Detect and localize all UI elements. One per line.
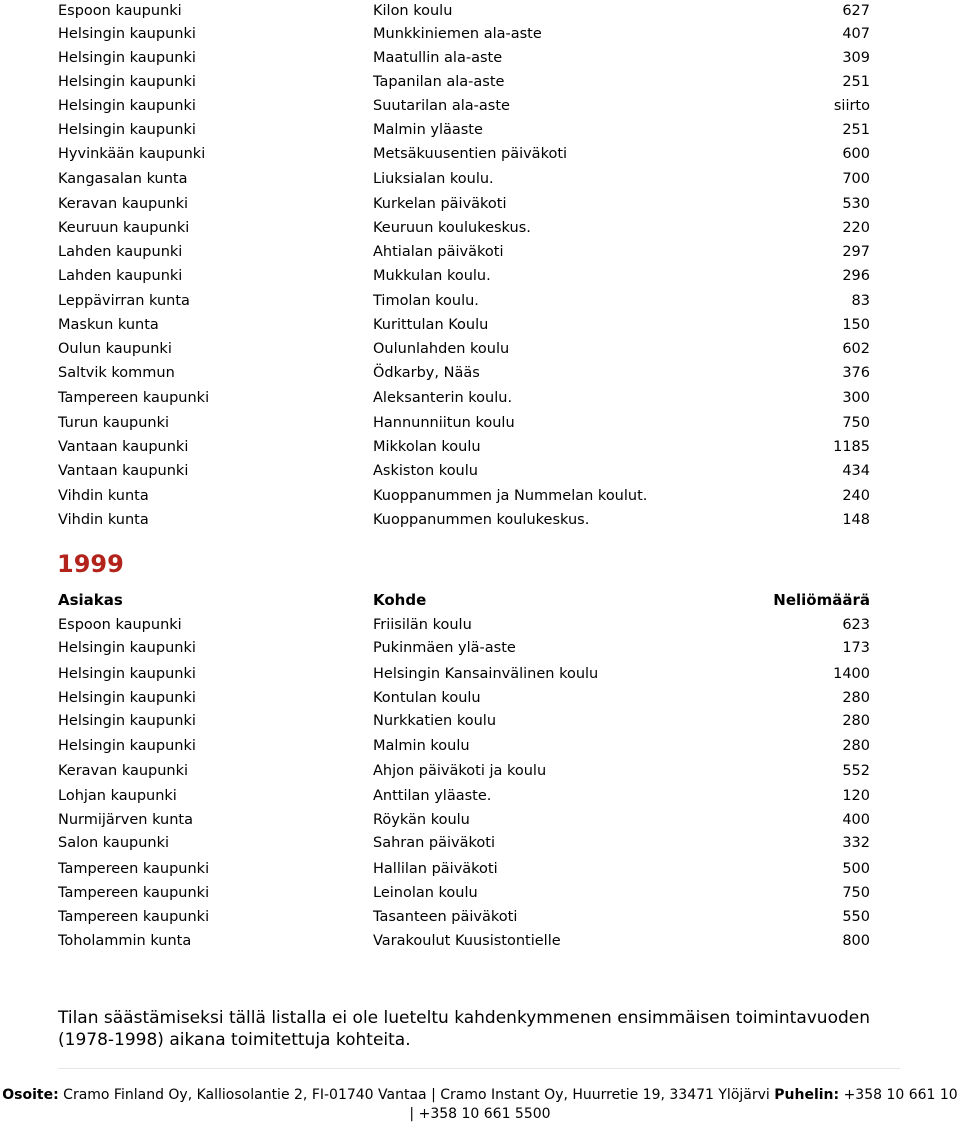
table-row bbox=[58, 119, 870, 141]
table-row bbox=[58, 412, 870, 434]
row-target: Hallilan päiväkoti bbox=[373, 861, 498, 877]
table-row bbox=[58, 663, 870, 685]
row-client: Vantaan kaupunki bbox=[58, 439, 189, 455]
row-area: 500 bbox=[842, 861, 870, 877]
row-target: Pukinmäen ylä-aste bbox=[373, 640, 516, 656]
row-target: Metsäkuusentien päiväkoti bbox=[373, 146, 568, 162]
row-area: 627 bbox=[842, 3, 870, 19]
row-area: 150 bbox=[842, 317, 870, 333]
row-target: Kuoppanummen ja Nummelan koulut. bbox=[373, 488, 648, 504]
table-row bbox=[58, 687, 870, 709]
row-area: 550 bbox=[842, 909, 870, 925]
row-client: Nurmijärven kunta bbox=[58, 812, 193, 828]
row-area: 400 bbox=[842, 812, 870, 828]
row-target: Friisilän koulu bbox=[373, 617, 472, 633]
row-target: Maatullin ala-aste bbox=[373, 50, 503, 66]
row-area: 750 bbox=[842, 885, 870, 901]
note-line-1: Tilan säästämiseksi tällä listalla ei ole lueteltu kahdenkymmenen ensimmäisen toimintavuoden bbox=[58, 1008, 870, 1028]
row-area: 1400 bbox=[833, 666, 870, 682]
row-client: Helsingin kaupunki bbox=[58, 122, 196, 138]
row-area: 280 bbox=[842, 738, 870, 754]
row-client: Helsingin kaupunki bbox=[58, 713, 196, 729]
row-client: Tampereen kaupunki bbox=[58, 885, 210, 901]
row-client: Vantaan kaupunki bbox=[58, 463, 189, 479]
row-client: Tampereen kaupunki bbox=[58, 909, 210, 925]
row-client: Helsingin kaupunki bbox=[58, 666, 196, 682]
footer-phone: +358 10 661 10 | +358 10 661 5500 bbox=[409, 1087, 958, 1122]
table-row bbox=[58, 193, 870, 215]
row-area: 800 bbox=[842, 933, 870, 949]
table-row bbox=[58, 217, 870, 239]
row-area: 602 bbox=[842, 341, 870, 357]
table-row bbox=[58, 387, 870, 409]
row-target: Kurittulan Koulu bbox=[373, 317, 489, 333]
row-client: Turun kaupunki bbox=[58, 415, 170, 431]
row-target: Anttilan yläaste. bbox=[373, 788, 492, 804]
table-row bbox=[58, 509, 870, 531]
row-target: Suutarilan ala-aste bbox=[373, 98, 510, 114]
table-row bbox=[58, 338, 870, 360]
table-row bbox=[58, 735, 870, 757]
row-target: Röykän koulu bbox=[373, 812, 470, 828]
row-client: Espoon kaupunki bbox=[58, 617, 182, 633]
footer-address-label: Osoite: bbox=[2, 1087, 59, 1103]
row-target: Kurkelan päiväkoti bbox=[373, 196, 507, 212]
table-header bbox=[58, 588, 870, 612]
row-target: Askiston koulu bbox=[373, 463, 478, 479]
row-client: Vihdin kunta bbox=[58, 512, 149, 528]
row-target: Helsingin Kansainvälinen koulu bbox=[373, 666, 599, 682]
table-row bbox=[58, 265, 870, 287]
footer bbox=[0, 1086, 960, 1124]
footer-divider bbox=[58, 1068, 900, 1069]
row-client: Keuruun kaupunki bbox=[58, 220, 190, 236]
table-row bbox=[58, 485, 870, 507]
row-client: Lohjan kaupunki bbox=[58, 788, 177, 804]
row-client: Helsingin kaupunki bbox=[58, 26, 196, 42]
row-client: Helsingin kaupunki bbox=[58, 50, 196, 66]
row-area: 251 bbox=[842, 74, 870, 90]
row-target: Kuoppanummen koulukeskus. bbox=[373, 512, 590, 528]
row-client: Helsingin kaupunki bbox=[58, 690, 196, 706]
table-row bbox=[58, 168, 870, 190]
row-client: Leppävirran kunta bbox=[58, 293, 190, 309]
row-target: Leinolan koulu bbox=[373, 885, 478, 901]
row-client: Salon kaupunki bbox=[58, 835, 170, 851]
table-row bbox=[58, 241, 870, 263]
row-client: Helsingin kaupunki bbox=[58, 738, 196, 754]
row-target: Tasanteen päiväkoti bbox=[373, 909, 518, 925]
row-area: 173 bbox=[842, 640, 870, 656]
row-area: 600 bbox=[842, 146, 870, 162]
row-target: Nurkkatien koulu bbox=[373, 713, 497, 729]
row-target: Hannunniitun koulu bbox=[373, 415, 515, 431]
table-row bbox=[58, 760, 870, 782]
row-area: 300 bbox=[842, 390, 870, 406]
row-area: 376 bbox=[842, 365, 870, 381]
footer-phone-label: Puhelin: bbox=[774, 1087, 840, 1103]
row-target: Oulunlahden koulu bbox=[373, 341, 510, 357]
header-target: Kohde bbox=[373, 591, 427, 609]
row-client: Maskun kunta bbox=[58, 317, 159, 333]
row-target: Aleksanterin koulu. bbox=[373, 390, 513, 406]
row-target: Mikkolan koulu bbox=[373, 439, 481, 455]
row-client: Hyvinkään kaupunki bbox=[58, 146, 206, 162]
row-client: Toholammin kunta bbox=[58, 933, 192, 949]
note-text bbox=[58, 1007, 918, 1051]
row-target: Liuksialan koulu. bbox=[373, 171, 494, 187]
table-row bbox=[58, 906, 870, 928]
table-row bbox=[58, 710, 870, 732]
row-client: Lahden kaupunki bbox=[58, 244, 183, 260]
row-target: Malmin koulu bbox=[373, 738, 470, 754]
row-target: Mukkulan koulu. bbox=[373, 268, 491, 284]
row-target: Timolan koulu. bbox=[373, 293, 479, 309]
row-area: 750 bbox=[842, 415, 870, 431]
table-row bbox=[58, 23, 870, 45]
row-area: 407 bbox=[842, 26, 870, 42]
table-row bbox=[58, 882, 870, 904]
row-area: 552 bbox=[842, 763, 870, 779]
row-area: 220 bbox=[842, 220, 870, 236]
row-area: 83 bbox=[851, 293, 870, 309]
row-area: 530 bbox=[842, 196, 870, 212]
row-client: Vihdin kunta bbox=[58, 488, 149, 504]
row-area: siirto bbox=[833, 98, 870, 114]
table-row bbox=[58, 460, 870, 482]
table-row bbox=[58, 314, 870, 336]
row-target: Sahran päiväkoti bbox=[373, 835, 495, 851]
table-row bbox=[58, 809, 870, 831]
row-client: Keravan kaupunki bbox=[58, 196, 189, 212]
row-target: Kilon koulu bbox=[373, 3, 453, 19]
row-target: Tapanilan ala-aste bbox=[373, 74, 505, 90]
row-area: 332 bbox=[842, 835, 870, 851]
row-area: 120 bbox=[842, 788, 870, 804]
row-target: Keuruun koulukeskus. bbox=[373, 220, 531, 236]
table-row bbox=[58, 47, 870, 69]
header-client: Asiakas bbox=[58, 591, 123, 609]
row-target: Varakoulut Kuusistontielle bbox=[373, 933, 561, 949]
table-row bbox=[58, 614, 870, 636]
footer-address: Cramo Finland Oy, Kalliosolantie 2, FI-01740 Vantaa | Cramo Instant Oy, Huurretie 19, 33471 Ylöjärvi bbox=[63, 1087, 770, 1103]
table-row bbox=[58, 362, 870, 384]
row-client: Keravan kaupunki bbox=[58, 763, 189, 779]
table-row bbox=[58, 637, 870, 659]
row-target: Kontulan koulu bbox=[373, 690, 481, 706]
row-client: Helsingin kaupunki bbox=[58, 640, 196, 656]
table-row bbox=[58, 143, 870, 165]
row-client: Tampereen kaupunki bbox=[58, 390, 210, 406]
row-area: 280 bbox=[842, 690, 870, 706]
table-row bbox=[58, 0, 870, 22]
row-client: Helsingin kaupunki bbox=[58, 74, 196, 90]
row-area: 251 bbox=[842, 122, 870, 138]
table-row bbox=[58, 71, 870, 93]
row-area: 1185 bbox=[833, 439, 870, 455]
table-row bbox=[58, 436, 870, 458]
row-client: Espoon kaupunki bbox=[58, 3, 182, 19]
table-row bbox=[58, 95, 870, 117]
row-area: 296 bbox=[842, 268, 870, 284]
row-client: Saltvik kommun bbox=[58, 365, 175, 381]
row-target: Malmin yläaste bbox=[373, 122, 483, 138]
row-client: Helsingin kaupunki bbox=[58, 98, 196, 114]
row-area: 240 bbox=[842, 488, 870, 504]
row-area: 148 bbox=[842, 512, 870, 528]
table-row bbox=[58, 290, 870, 312]
year-heading: 1999 bbox=[57, 550, 124, 578]
row-target: Ödkarby, Nääs bbox=[373, 365, 480, 381]
note-line-2: (1978-1998) aikana toimitettuja kohteita. bbox=[58, 1030, 411, 1050]
row-client: Lahden kaupunki bbox=[58, 268, 183, 284]
header-area: Neliömäärä bbox=[773, 591, 870, 609]
row-client: Kangasalan kunta bbox=[58, 171, 188, 187]
table-row bbox=[58, 832, 870, 854]
row-target: Munkkiniemen ala-aste bbox=[373, 26, 542, 42]
row-area: 297 bbox=[842, 244, 870, 260]
row-target: Ahjon päiväkoti ja koulu bbox=[373, 763, 547, 779]
table-row bbox=[58, 785, 870, 807]
row-client: Oulun kaupunki bbox=[58, 341, 172, 357]
row-area: 434 bbox=[842, 463, 870, 479]
row-area: 700 bbox=[842, 171, 870, 187]
row-target: Ahtialan päiväkoti bbox=[373, 244, 504, 260]
row-client: Tampereen kaupunki bbox=[58, 861, 210, 877]
table-row bbox=[58, 858, 870, 880]
row-area: 280 bbox=[842, 713, 870, 729]
table-row bbox=[58, 930, 870, 952]
row-area: 309 bbox=[842, 50, 870, 66]
row-area: 623 bbox=[842, 617, 870, 633]
